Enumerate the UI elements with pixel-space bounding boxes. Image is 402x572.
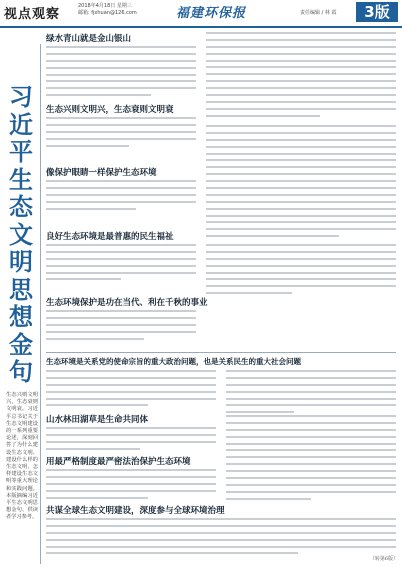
- issue-date: 2018年4月18日 星期三: [78, 3, 132, 9]
- title-char: 生: [9, 165, 33, 194]
- page-header: [0, 0, 402, 28]
- article-text-block: [46, 180, 196, 214]
- section-heading: 共谋全球生态文明建设，深度参与全球环境治理: [46, 506, 225, 516]
- issue-email: 邮箱: fjxhuan@126.com: [78, 10, 137, 16]
- page-number-badge: 3版: [356, 2, 398, 22]
- article-text-block: [46, 117, 196, 151]
- intro-sidebar: 生态兴则文明兴，生态衰则文明衰。习近平总书记关于生态文明建设的一系列重要论述，深刻回答了为什么建设生态文明、建设什么样的生态文明、怎样建设生态文明等重大理论和实践问题。本版摘编习近平生态文明思想金句，供读者学习参考。: [6, 392, 38, 521]
- article-text-block: [46, 310, 196, 344]
- column-divider: [40, 44, 41, 564]
- article-text-block: [206, 244, 396, 299]
- article-text-block: [46, 370, 216, 411]
- article-text-block: [226, 415, 396, 505]
- continued-note: （转第6版）: [369, 556, 398, 562]
- vertical-title: [6, 84, 36, 387]
- title-char: 平: [9, 138, 33, 166]
- section-heading: 良好生态环境是最普惠的民生福祉: [46, 232, 174, 242]
- article-text-block: [46, 244, 196, 285]
- section-heading: 生态环境是关系党的使命宗旨的重大政治问题，也是关系民生的重大社会问题: [46, 357, 301, 366]
- section-heading: 山水林田湖草是生命共同体: [46, 415, 149, 425]
- section-heading: 用最严格制度最严密法治保护生态环境: [46, 457, 191, 467]
- section-heading: 绿水青山就是金山银山: [46, 34, 132, 44]
- article-text-block: [46, 518, 396, 559]
- column-name: 视点观察: [4, 7, 61, 22]
- article-text-block: [46, 427, 216, 455]
- section-heading: 像保护眼睛一样保护生态环境: [46, 168, 157, 178]
- title-char: 句: [9, 358, 33, 386]
- masthead: 福建环保报: [176, 6, 247, 21]
- section-heading: 生态兴则文明兴，生态衰则文明衰: [46, 105, 174, 115]
- title-char: 习: [9, 83, 33, 111]
- title-char: 文: [9, 220, 33, 249]
- issue-meta: [78, 3, 137, 17]
- article-text-block: [46, 46, 196, 101]
- editor-credit: 责任编辑 / 林 霞: [300, 10, 337, 16]
- title-char: 想: [9, 303, 33, 331]
- article-text-block: [206, 32, 396, 122]
- title-char: 近: [9, 110, 33, 139]
- section-heading: 生态环境保护是功在当代、利在千秋的事业: [46, 298, 208, 308]
- article-text-block: [226, 370, 396, 418]
- section-rule: [46, 352, 396, 353]
- title-char: 态: [9, 193, 33, 221]
- article-text-block: [206, 125, 396, 242]
- title-char: 思: [9, 275, 33, 304]
- article-text-block: [46, 469, 216, 503]
- title-char: 金: [9, 330, 33, 359]
- title-char: 明: [9, 248, 33, 276]
